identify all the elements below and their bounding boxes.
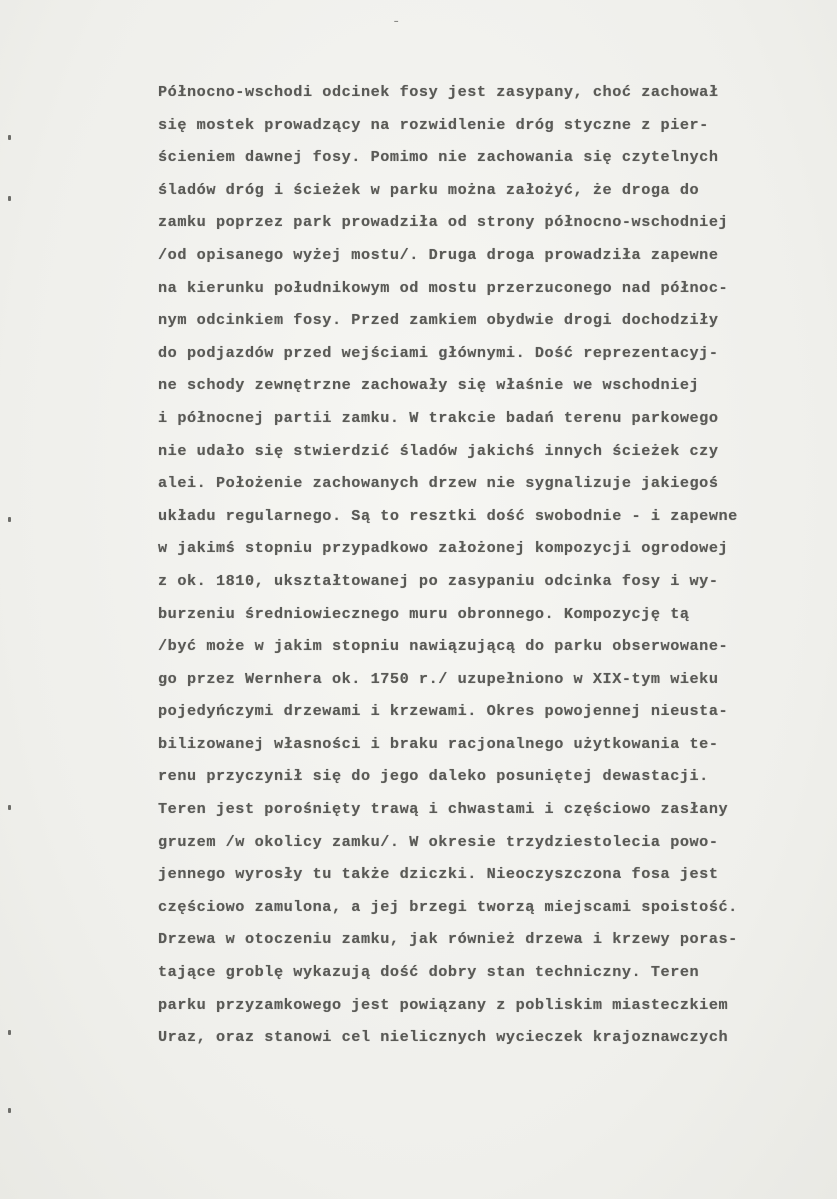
text-line: parku przyzamkowego jest powiązany z pobliskim miasteczkiem bbox=[158, 995, 729, 1014]
text-line: /od opisanego wyżej mostu/. Druga droga prowadziła zapewne bbox=[158, 245, 719, 264]
text-line: się mostek prowadzący na rozwidlenie dróg styczne z pier- bbox=[158, 115, 709, 134]
text-line: bilizowanej własności i braku racjonalnego użytkowania te- bbox=[158, 734, 719, 753]
text-line: burzeniu średniowiecznego muru obronnego. Kompozycję tą bbox=[158, 604, 690, 623]
text-line: Uraz, oraz stanowi cel nielicznych wycieczek krajoznawczych bbox=[158, 1028, 729, 1047]
text-line: jennego wyrosły tu także dziczki. Nieoczyszczona fosa jest bbox=[158, 865, 719, 884]
text-line: do podjazdów przed wejściami głównymi. Dość reprezentacyj- bbox=[158, 343, 719, 362]
text-line: go przez Wernhera ok. 1750 r./ uzupełniono w XIX-tym wieku bbox=[158, 669, 719, 688]
text-line: ścieniem dawnej fosy. Pomimo nie zachowania się czytelnych bbox=[158, 148, 719, 167]
margin-mark bbox=[8, 517, 11, 522]
text-line: Teren jest porośnięty trawą i chwastami i częściowo zasłany bbox=[158, 800, 729, 819]
margin-mark bbox=[8, 1030, 11, 1035]
text-line: układu regularnego. Są to resztki dość swobodnie - i zapewne bbox=[158, 506, 738, 525]
text-line: nie udało się stwierdzić śladów jakichś innych ścieżek czy bbox=[158, 441, 719, 460]
margin-mark bbox=[8, 196, 11, 201]
text-line: alei. Położenie zachowanych drzew nie sygnalizuje jakiegoś bbox=[158, 474, 719, 493]
typed-text-block bbox=[158, 76, 798, 1054]
text-line: i północnej partii zamku. W trakcie badań terenu parkowego bbox=[158, 408, 719, 427]
margin-mark bbox=[8, 805, 11, 810]
text-line: Północno-wschodi odcinek fosy jest zasypany, choć zachował bbox=[158, 83, 719, 101]
text-line: tające groblę wykazują dość dobry stan techniczny. Teren bbox=[158, 963, 700, 982]
text-line: ne schody zewnętrzne zachowały się właśnie we wschodniej bbox=[158, 376, 700, 395]
text-line: zamku poprzez park prowadziła od strony północno-wschodniej bbox=[158, 213, 729, 232]
text-line: /być może w jakim stopniu nawiązującą do parku obserwowane- bbox=[158, 637, 729, 656]
text-line: z ok. 1810, ukształtowanej po zasypaniu odcinka fosy i wy- bbox=[158, 571, 719, 590]
text-line: nym odcinkiem fosy. Przed zamkiem obydwie drogi dochodziły bbox=[158, 311, 719, 330]
margin-mark bbox=[8, 1108, 11, 1113]
text-line: częściowo zamulona, a jej brzegi tworzą miejscami spoistość. bbox=[158, 897, 738, 916]
text-line: renu przyczynił się do jego daleko posuniętej dewastacji. bbox=[158, 767, 709, 786]
text-line: Drzewa w otoczeniu zamku, jak również drzewa i krzewy poras- bbox=[158, 930, 738, 949]
margin-mark bbox=[8, 135, 11, 140]
text-line: na kierunku południkowym od mostu przerzuconego nad północ- bbox=[158, 278, 729, 297]
page-top-mark: - bbox=[392, 14, 401, 30]
text-line: śladów dróg i ścieżek w parku można założyć, że droga do bbox=[158, 180, 700, 199]
text-line: pojedyńczymi drzewami i krzewami. Okres powojennej nieusta- bbox=[158, 702, 729, 721]
text-line: gruzem /w okolicy zamku/. W okresie trzydziestolecia powo- bbox=[158, 832, 719, 851]
text-line: w jakimś stopniu przypadkowo założonej kompozycji ogrodowej bbox=[158, 539, 729, 558]
